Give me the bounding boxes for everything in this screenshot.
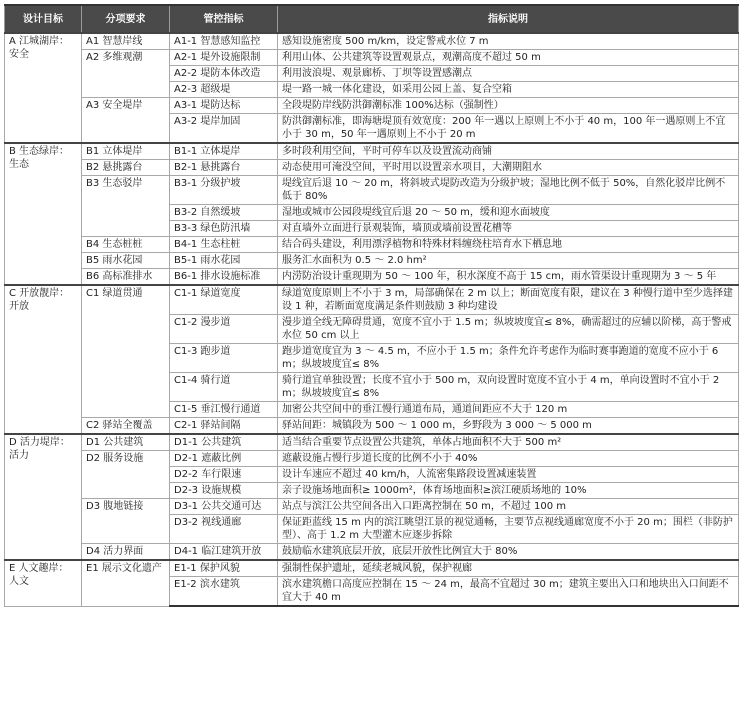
indicator-cell: C1-4 骑行道 bbox=[170, 373, 278, 402]
table-row bbox=[5, 544, 739, 561]
requirement-cell: B4 生态桩桩 bbox=[82, 237, 170, 253]
indicator-cell: E1-2 滨水建筑 bbox=[170, 577, 278, 607]
design-goal-cell: B 生态绿岸：生态 bbox=[5, 143, 82, 285]
description-cell: 利用山体、公共建筑等设置观景点，观潮高度不超过 50 m bbox=[278, 50, 739, 66]
indicator-cell: B2-1 悬挑露台 bbox=[170, 160, 278, 176]
table-row bbox=[5, 50, 739, 66]
description-cell: 结合码头建设，利用漂浮植物和特殊材料缠绕柱培育水下栖息地 bbox=[278, 237, 739, 253]
indicator-cell: D2-3 设施规模 bbox=[170, 483, 278, 499]
requirement-cell: D1 公共建筑 bbox=[82, 434, 170, 451]
description-cell: 全段堤防岸线防洪御潮标准 100%达标（强制性） bbox=[278, 98, 739, 114]
description-cell: 对直墙外立面进行景观装饰，墙顶或墙前设置花槽等 bbox=[278, 221, 739, 237]
header-indicator-description: 指标说明 bbox=[278, 5, 739, 33]
description-cell: 绿道宽度原则上不小于 3 m，局部确保在 2 m 以上；断面宽度有限，建议在 3 种慢行道中至少选择建设 1 种，若断面宽度满足条件则鼓励 3 种均建设 bbox=[278, 285, 739, 315]
description-cell: 设计车速应不超过 40 km/h，人流密集路段设置减速装置 bbox=[278, 467, 739, 483]
description-cell: 遮蔽设施占慢行步道长度的比例不小于 40% bbox=[278, 451, 739, 467]
table-row bbox=[5, 418, 739, 435]
description-cell: 堤线宜后退 10 ～ 20 m，将斜坡式堤防改造为分级护坡；湿地比例不低于 50%，自然化驳岸比例不低于 80% bbox=[278, 176, 739, 205]
requirement-cell: E1 展示文化遗产 bbox=[82, 560, 170, 606]
indicator-cell: B1-1 立体堤岸 bbox=[170, 143, 278, 160]
table-row bbox=[5, 451, 739, 467]
indicator-cell: A3-2 堤岸加固 bbox=[170, 114, 278, 144]
requirement-cell: A1 智慧岸线 bbox=[82, 33, 170, 50]
indicator-cell: B3-2 自然缓坡 bbox=[170, 205, 278, 221]
description-cell: 漫步道全线无障碍贯通，宽度不宜小于 1.5 m；纵坡坡度宜≤ 8%，确需超过的应辅以阶梯，高于警戒水位 50 cm 以上 bbox=[278, 315, 739, 344]
indicator-cell: C2-1 驿站间隔 bbox=[170, 418, 278, 435]
header-control-indicator: 管控指标 bbox=[170, 5, 278, 33]
header-design-goal: 设计目标 bbox=[5, 5, 82, 33]
description-cell: 亲子设施场地面积≥ 1000m²，体育场地面积≥滨江硬质场地的 10% bbox=[278, 483, 739, 499]
description-cell: 骑行道宜单独设置；长度不宜小于 500 m，双向设置时宽度不宜小于 4 m，单向设置时不宜小于 2 m；纵坡坡度宜≤ 8% bbox=[278, 373, 739, 402]
description-cell: 利用波浪堤、观景廊桥、丁坝等设置感潮点 bbox=[278, 66, 739, 82]
requirement-cell: C2 驿站全覆盖 bbox=[82, 418, 170, 435]
design-control-table bbox=[4, 4, 739, 607]
table-row bbox=[5, 560, 739, 577]
table-row bbox=[5, 285, 739, 315]
description-cell: 服务汇水面积为 0.5 ～ 2.0 hm² bbox=[278, 253, 739, 269]
description-cell: 内涝防治设计重现期为 50 ～ 100 年，积水深度不高于 15 cm，雨水管渠设计重现期为 3 ～ 5 年 bbox=[278, 269, 739, 286]
table-row bbox=[5, 434, 739, 451]
requirement-cell: D3 腹地链接 bbox=[82, 499, 170, 544]
indicator-cell: D2-2 车行限速 bbox=[170, 467, 278, 483]
description-cell: 动态使用可淹没空间，平时用以设置亲水项目，大潮期阻水 bbox=[278, 160, 739, 176]
description-cell: 跑步道宽度宜为 3 ～ 4.5 m，不应小于 1.5 m；条件允许考虑作为临时赛事跑道的宽度不应小于 6 m；纵坡坡度宜≤ 8% bbox=[278, 344, 739, 373]
description-cell: 鼓励临水建筑底层开放，底层开放性比例宜大于 80% bbox=[278, 544, 739, 561]
table-header-row bbox=[5, 5, 739, 33]
indicator-cell: A3-1 堤防达标 bbox=[170, 98, 278, 114]
description-cell: 感知设施密度 500 m/km，设定警戒水位 7 m bbox=[278, 33, 739, 50]
requirement-cell: B1 立体堤岸 bbox=[82, 143, 170, 160]
table-row bbox=[5, 176, 739, 205]
description-cell: 防洪御潮标准，即海塘堤顶有效宽度：200 年一遇以上原则上不小于 40 m，100 年一遇原则上不宜小于 30 m，50 年一遇原则上不小于 20 m bbox=[278, 114, 739, 144]
requirement-cell: B5 雨水花园 bbox=[82, 253, 170, 269]
indicator-cell: B3-3 绿色防汛墙 bbox=[170, 221, 278, 237]
requirement-cell: B6 高标准排水 bbox=[82, 269, 170, 286]
table-body bbox=[5, 33, 739, 606]
table-row bbox=[5, 143, 739, 160]
design-goal-cell: E 人文趣岸：人文 bbox=[5, 560, 82, 606]
requirement-cell: A2 多维观潮 bbox=[82, 50, 170, 98]
table-row bbox=[5, 33, 739, 50]
indicator-cell: D1-1 公共建筑 bbox=[170, 434, 278, 451]
requirement-cell: A3 安全堤岸 bbox=[82, 98, 170, 144]
description-cell: 多时段利用空间，平时可停车以及设置流动商铺 bbox=[278, 143, 739, 160]
table-row bbox=[5, 160, 739, 176]
description-cell: 滨水建筑檐口高度应控制在 15 ～ 24 m，最高不宜超过 30 m；建筑主要出入口和地块出入口间距不宜大于 40 m bbox=[278, 577, 739, 607]
table-row bbox=[5, 98, 739, 114]
requirement-cell: D2 服务设施 bbox=[82, 451, 170, 499]
description-cell: 加密公共空间中的垂江慢行通道布局，通道间距应不大于 120 m bbox=[278, 402, 739, 418]
requirement-cell: B3 生态驳岸 bbox=[82, 176, 170, 237]
design-goal-cell: D 活力堤岸：活力 bbox=[5, 434, 82, 560]
indicator-cell: D3-1 公共交通可达 bbox=[170, 499, 278, 515]
indicator-cell: B4-1 生态柱桩 bbox=[170, 237, 278, 253]
description-cell: 站点与滨江公共空间各出入口距离控制在 50 m，不超过 100 m bbox=[278, 499, 739, 515]
description-cell: 保证距蓝线 15 m 内的滨江眺望江景的视觉通畅，主要节点视线通廊宽度不小于 20 m；围栏（非防护型）、高于 1.2 m 大型灌木应逐步拆除 bbox=[278, 515, 739, 544]
table-row bbox=[5, 253, 739, 269]
description-cell: 堤一路一城一体化建设，如采用公园上盖、复合空箱 bbox=[278, 82, 739, 98]
table-row bbox=[5, 499, 739, 515]
indicator-cell: D2-1 遮蔽比例 bbox=[170, 451, 278, 467]
indicator-cell: C1-5 垂江慢行通道 bbox=[170, 402, 278, 418]
requirement-cell: D4 活力界面 bbox=[82, 544, 170, 561]
indicator-cell: C1-3 跑步道 bbox=[170, 344, 278, 373]
requirement-cell: C1 绿道贯通 bbox=[82, 285, 170, 418]
indicator-cell: E1-1 保护风貌 bbox=[170, 560, 278, 577]
description-cell: 湿地或城市公园段堤线宜后退 20 ～ 50 m，缓和迎水面坡度 bbox=[278, 205, 739, 221]
indicator-cell: B6-1 排水设施标准 bbox=[170, 269, 278, 286]
description-cell: 驿站间距：城镇段为 500 ～ 1 000 m，乡野段为 3 000 ～ 5 000 m bbox=[278, 418, 739, 435]
table-row bbox=[5, 269, 739, 286]
indicator-cell: C1-1 绿道宽度 bbox=[170, 285, 278, 315]
indicator-cell: A2-1 堤外设施限制 bbox=[170, 50, 278, 66]
description-cell: 强制性保护遗址，延续老城风貌，保护视廊 bbox=[278, 560, 739, 577]
design-goal-cell: C 开放靓岸：开放 bbox=[5, 285, 82, 434]
description-cell: 适当结合重要节点设置公共建筑，单体占地面积不大于 500 m² bbox=[278, 434, 739, 451]
indicator-cell: B3-1 分级护坡 bbox=[170, 176, 278, 205]
header-sub-requirement: 分项要求 bbox=[82, 5, 170, 33]
indicator-cell: C1-2 漫步道 bbox=[170, 315, 278, 344]
indicator-cell: D4-1 临江建筑开放 bbox=[170, 544, 278, 561]
indicator-cell: A2-3 超级堤 bbox=[170, 82, 278, 98]
requirement-cell: B2 悬挑露台 bbox=[82, 160, 170, 176]
table-row bbox=[5, 237, 739, 253]
indicator-cell: D3-2 视线通廊 bbox=[170, 515, 278, 544]
indicator-cell: B5-1 雨水花园 bbox=[170, 253, 278, 269]
indicator-cell: A1-1 智慧感知监控 bbox=[170, 33, 278, 50]
indicator-cell: A2-2 堤防本体改造 bbox=[170, 66, 278, 82]
design-goal-cell: A 江城湖岸：安全 bbox=[5, 33, 82, 143]
